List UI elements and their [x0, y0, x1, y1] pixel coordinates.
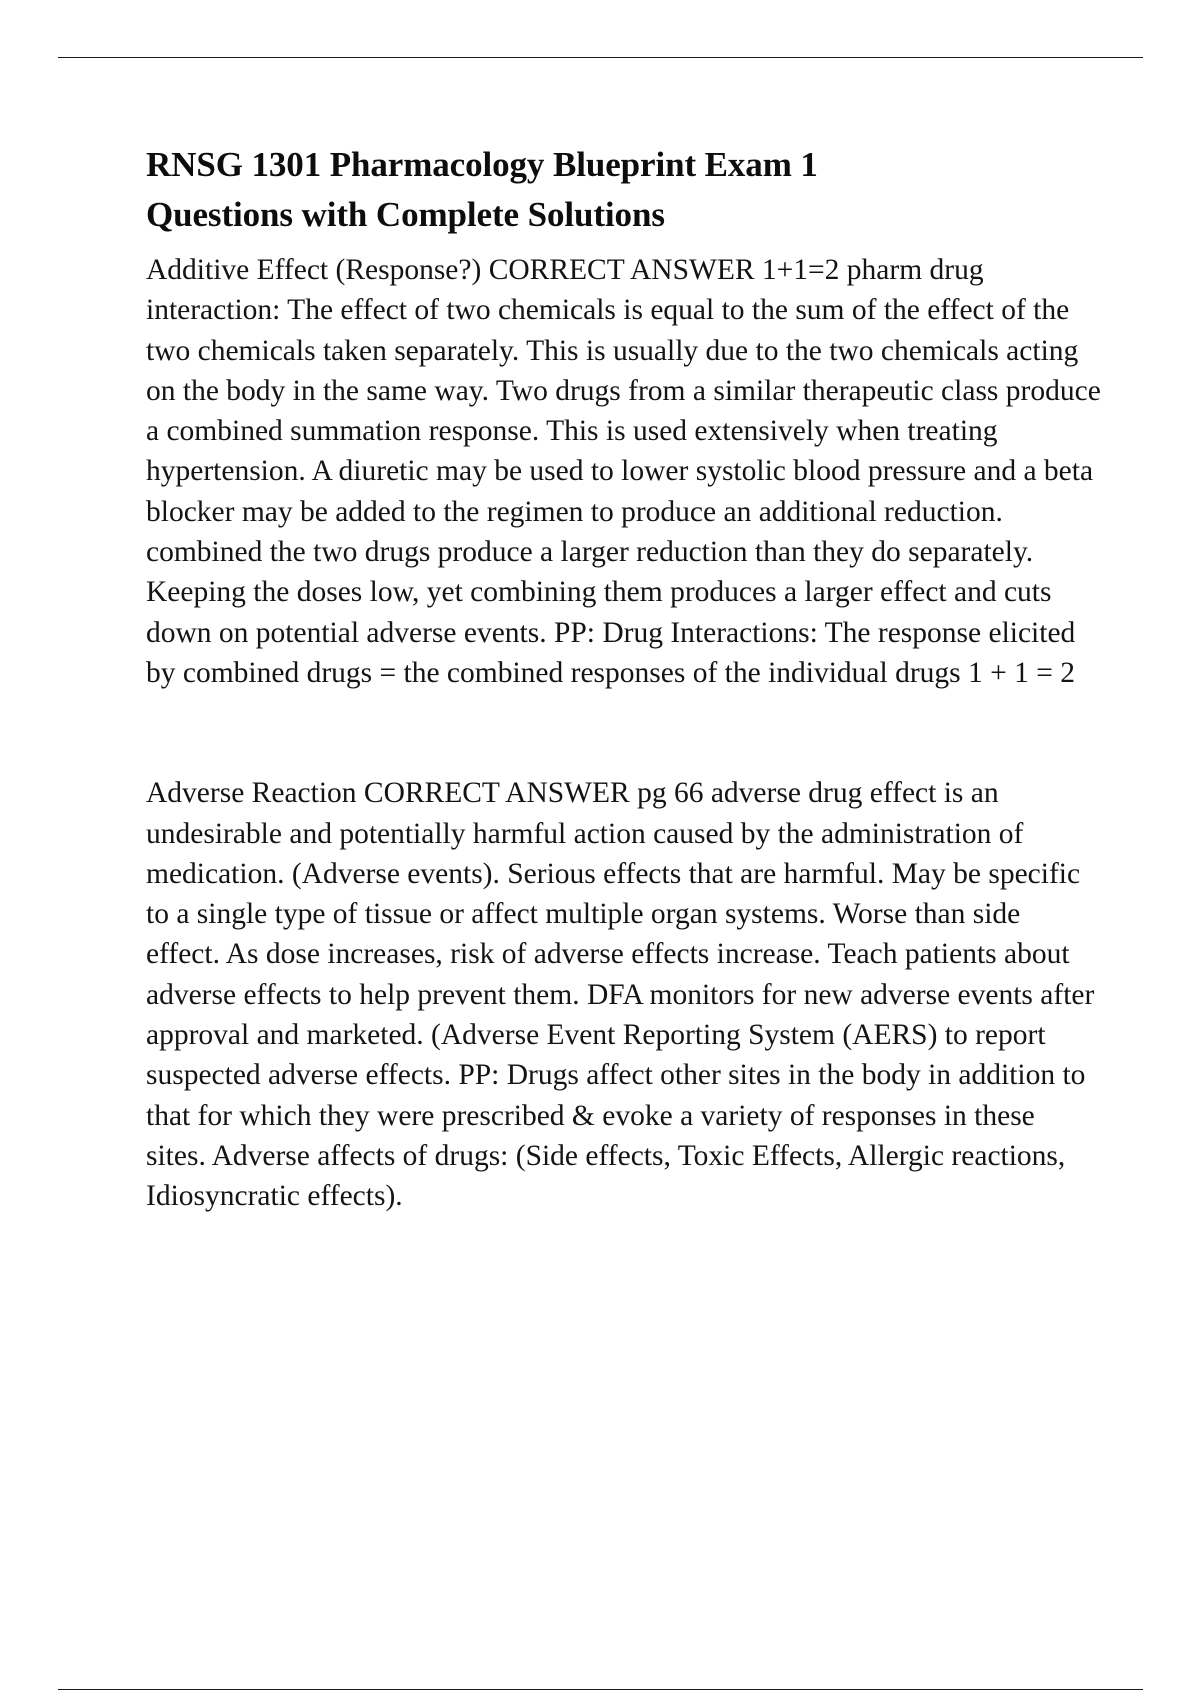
document-title-line-1: RNSG 1301 Pharmacology Blueprint Exam 1 — [146, 145, 818, 184]
top-divider — [58, 57, 1143, 58]
bottom-divider — [58, 1689, 1143, 1690]
document-title — [146, 140, 1101, 240]
paragraph-spacer — [146, 693, 1101, 773]
document-body — [146, 140, 1101, 1217]
adverse-reaction-paragraph: Adverse Reaction CORRECT ANSWER pg 66 adverse drug effect is an undesirable and potentially harmful action caused by the administration of medication. (Adverse events). Serious effects that are harmful. May be specific to a single type of tissue or affect multiple organ systems. Worse than side effect. As dose increases, risk of adverse effects increase. Teach patients about adverse effects to help prevent them. DFA monitors for new adverse events after approval and marketed. (Adverse Event Reporting System (AERS) to report suspected adverse effects. PP: Drugs affect other sites in the body in addition to that for which they were prescribed & evoke a variety of responses in these sites. Adverse affects of drugs: (Side effects, Toxic Effects, Allergic reactions, Idiosyncratic effects). — [146, 777, 1095, 1213]
document-title-line-2: Questions with Complete Solutions — [146, 195, 665, 234]
additive-effect-paragraph: Additive Effect (Response?) CORRECT ANSWER 1+1=2 pharm drug interaction: The effect of two chemicals is equal to the sum of the effect of the two chemicals taken separately. This is usually due to the two chemicals acting on the body in the same way. Two drugs from a similar therapeutic class produce a combined summation response. This is used extensively when treating hypertension. A diuretic may be used to lower systolic blood pressure and a beta blocker may be added to the regimen to produce an additional reduction. combined the two drugs produce a larger reduction than they do separately. Keeping the doses low, yet combining them produces a larger effect and cuts down on potential adverse events. PP: Drug Interactions: The response elicited by combined drugs = the combined responses of the individual drugs 1 + 1 = 2 — [146, 254, 1101, 689]
